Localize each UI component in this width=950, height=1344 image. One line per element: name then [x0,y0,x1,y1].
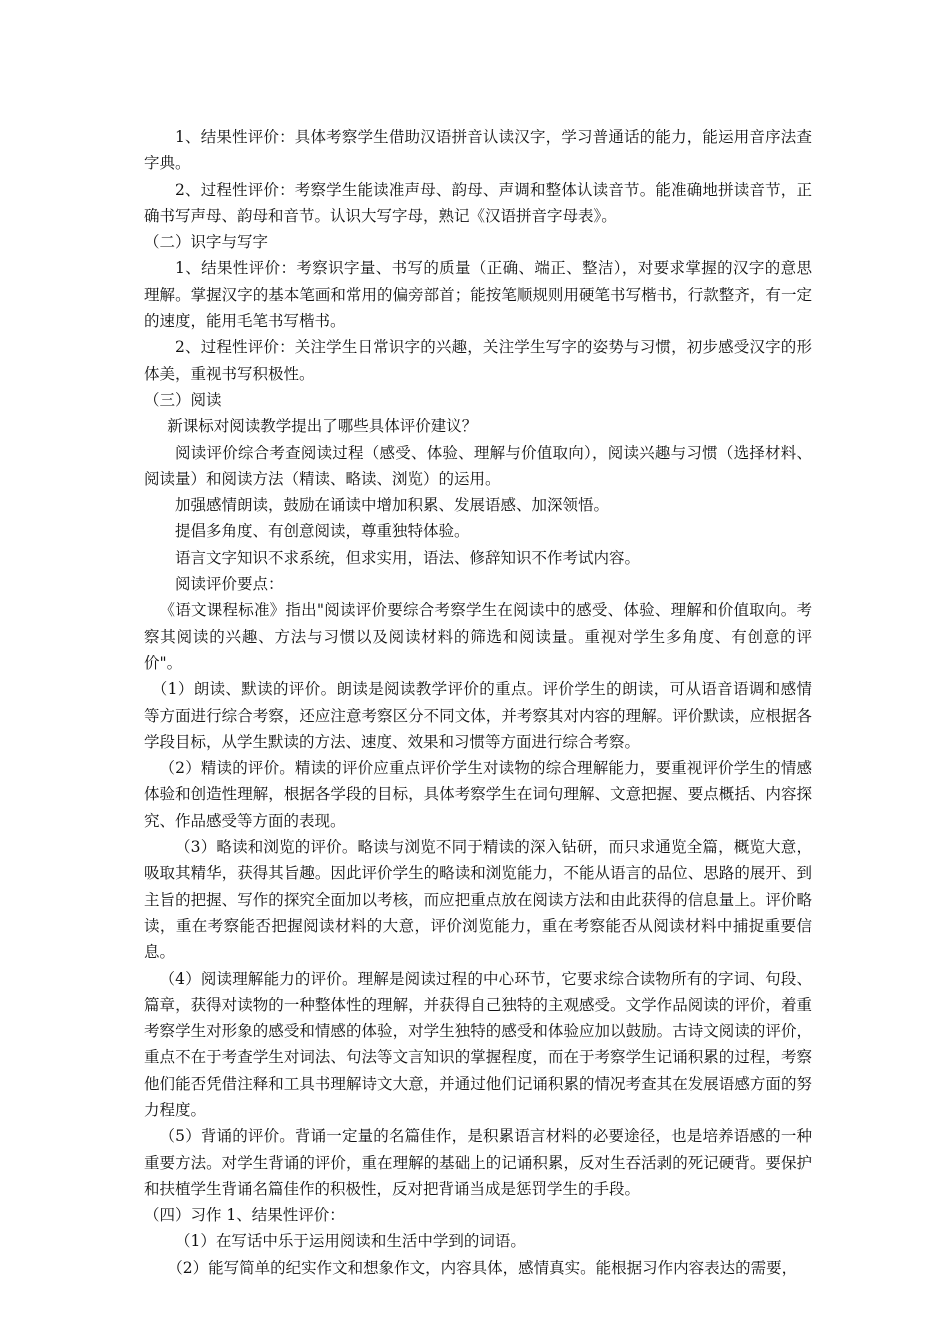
paragraph-literacy-process-eval: 2、过程性评价：关注学生日常识字的兴趣，关注学生写字的姿势与习惯，初步感受汉字的形体美，重视书写积极性。 [144,338,812,383]
paragraph-creative-reading: 提倡多角度、有创意阅读，尊重独特体验。 [175,522,470,541]
paragraph-recitation-eval: （5）背诵的评价。背诵一定量的名篇佳作，是积累语言材料的必要途径，也是培养语感的一种重要方法。对学生背诵的评价，重在理解的基础上的记诵积累，反对生吞活剥的死记硬背。要保护和扶植学生背诵名篇佳作的积极性，反对把背诵当成是惩罚学生的手段。 [144,1127,812,1198]
paragraph-composition-item-2: （2）能写简单的纪实作文和想象作文，内容具体，感情真实。能根据习作内容表达的需要， [167,1258,798,1277]
paragraph-reading-eval-points: 阅读评价要点： [175,575,284,594]
document-page [144,124,812,1281]
paragraph-language-knowledge: 语言文字知识不求系统，但求实用，语法、修辞知识不作考试内容。 [175,548,641,567]
heading-literacy-writing: （二）识字与写字 [144,233,269,252]
paragraph-curriculum-standard-quote: 《语文课程标准》指出"阅读评价要综合考察学生在阅读中的感受、体验、理解和价值取向。考察其阅读的兴趣、方法与习惯以及阅读材料的筛选和阅读量。重视对学生多角度、有创意的评价"。 [144,601,812,672]
paragraph-pinyin-process-eval: 2、过程性评价：考察学生能读准声母、韵母、声调和整体认读音节。能准确地拼读音节，正确书写声母、韵母和音节。认识大写字母，熟记《汉语拼音字母表》。 [144,180,812,225]
paragraph-reading-question: 新课标对阅读教学提出了哪些具体评价建议？ [167,417,478,436]
heading-reading: （三）阅读 [144,390,222,409]
heading-composition: （四）习作 1、结果性评价： [144,1206,345,1225]
paragraph-composition-item-1: （1）在写话中乐于运用阅读和生活中学到的词语。 [175,1232,526,1251]
paragraph-comprehension-eval: （4）阅读理解能力的评价。理解是阅读过程的中心环节，它要求综合读物所有的字词、句段、篇章，获得对读物的一种整体性的理解，并获得自己独特的主观感受。文学作品阅读的评价，着重考察学生对形象的感受和情感的体验，对学生独特的感受和体验应加以鼓励。古诗文阅读的评价，重点不在于考查学生对词法、句法等文言知识的掌握程度，而在于考察学生记诵积累的过程，考察他们能否凭借注释和工具书理解诗文大意，并通过他们记诵积累的情况考查其在发展语感方面的努力程度。 [144,969,812,1119]
paragraph-emotional-reading: 加强感情朗读，鼓励在诵读中增加积累、发展语感、加深领悟。 [175,496,610,515]
paragraph-reading-eval-overview: 阅读评价综合考查阅读过程（感受、体验、理解与价值取向），阅读兴趣与习惯（选择材料、阅读量）和阅读方法（精读、略读、浏览）的运用。 [144,443,812,488]
paragraph-oral-silent-reading-eval: （1）朗读、默读的评价。朗读是阅读教学评价的重点。评价学生的朗读，可从语音语调和感情等方面进行综合考察，还应注意考察区分不同文体，并考察其对内容的理解。评价默读，应根据各学段目标，从学生默读的方法、速度、效果和习惯等方面进行综合考察。 [144,680,812,751]
paragraph-pinyin-result-eval: 1、结果性评价：具体考察学生借助汉语拼音认读汉字，学习普通话的能力，能运用音序法查字典。 [144,128,812,173]
paragraph-intensive-reading-eval: （2）精读的评价。精读的评价应重点评价学生对读物的综合理解能力，要重视评价学生的情感体验和创造性理解，根据各学段的目标，具体考察学生在词句理解、文意把握、要点概括、内容探究、作品感受等方面的表现。 [144,759,812,830]
paragraph-literacy-result-eval: 1、结果性评价：考察识字量、书写的质量（正确、端正、整洁），对要求掌握的汉字的意思理解。掌握汉字的基本笔画和常用的偏旁部首；能按笔顺规则用硬笔书写楷书，行款整齐，有一定的速度，能用毛笔书写楷书。 [144,259,812,331]
paragraph-skimming-browsing-eval: （3）略读和浏览的评价。略读与浏览不同于精读的深入钻研，而只求通览全篇，概览大意，吸取其精华，获得其旨趣。因此评价学生的略读和浏览能力，不能从语言的品位、思路的展开、到主旨的把握、写作的探究全面加以考核，而应把重点放在阅读方法和由此获得的信息量上。评价略读，重在考察能否把握阅读材料的大意，评价浏览能力，重在考察能否从阅读材料中捕捉重要信息。 [144,838,812,962]
